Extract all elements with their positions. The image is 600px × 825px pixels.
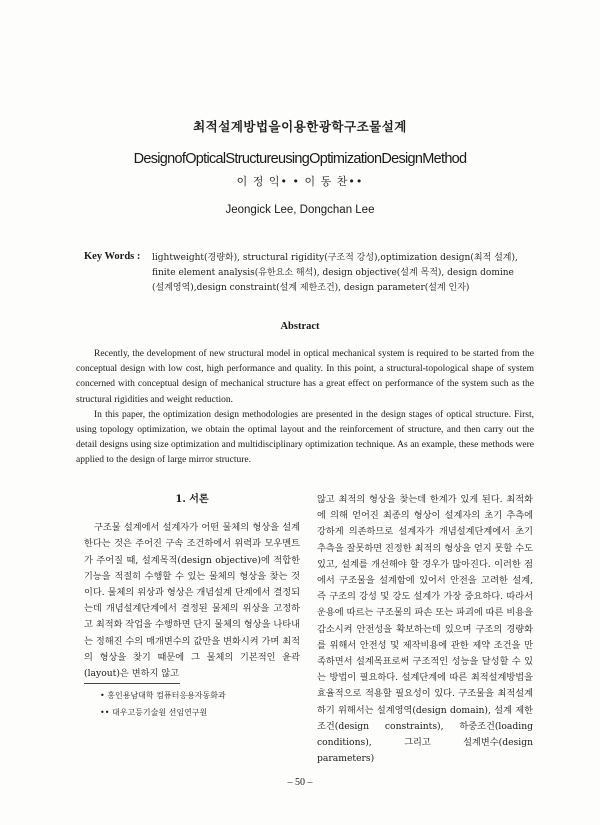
authors-english: Jeongick Lee, Dongchan Lee (225, 204, 375, 216)
abstract-paragraph: Recently, the development of new structural model in optical mechanical system is required to be started from the conceptual design with low cost, high performance and quality. In this point, a structural-topological shape of system concerned with conceptual design of mechanical structure has a great effect on performance of the system such as the structural rigidities and weight reduction. (76, 349, 534, 405)
body-column-right (317, 492, 533, 767)
footnote: •• 대우고등기술원 선임연구원 (100, 708, 208, 717)
body-paragraph: 구조물 설계에서 설계자가 어떤 물체의 형상을 설계한다는 것은 주어진 구속 조건하에서 위력과 모우멘트가 주어질 때, 설계목적(design objective)에 적합한 기능을 적절히 수행할 수 있는 물체의 형상을 찾는 것이다. 물체의 위상과 형상은 개념설계 단계에서 결정되는데 개념설계단계에서 결정된 물체의 위상을 고정하고 최적화 작업을 수행하면 단지 물체의 형상을 나타내는 정해진 수의 매개변수의 값만을 변화시켜 가며 최적의 형상을 찾기 때문에 그 물체의 기본적인 윤곽(layout)은 변하지 않고 (84, 522, 300, 680)
keywords-label: Key Words : (84, 251, 141, 262)
page-number: – 50 – (287, 777, 313, 788)
footnote-divider (84, 683, 180, 684)
keywords-text (152, 251, 552, 296)
body-paragraph: 않고 최적의 형상을 찾는데 한계가 있게 된다. 최적화에 의해 얻어진 최종의 형상이 설계자의 초기 추측에 강하게 의존하므로 설계자가 개념설계단계에서 초기 추측을 잘못하면 진정한 최적의 형상을 얻지 못할 수도 있고, 설계를 개선해야 할 경우가 많아진다. 이러한 점에서 구조물을 설계함에 있어서 안전을 고려한 설계, 즉 구조의 강성 및 강도 설계가 가장 중요하다. 따라서 운용에 따르는 구조물의 파손 또는 파괴에 따른 비용을 감소시켜 안전성을 확보하는데 있으며 구조의 경량화를 위해서 안전성 및 제작비용에 관한 제약 조건을 만족하면서 설계목표로써 구조적인 성능을 달성할 수 있는 방법이 필요하다. 설계단계에 따른 최적설계방법을 효율적으로 적용할 필요성이 있다. 구조물을 최적설계하기 위해서는 설계영역(design domain), 설계 제한조건(design constraints), 하중조건(loading conditions), 그리고 설계변수(design parameters) (317, 494, 533, 765)
abstract-heading: Abstract (280, 321, 320, 332)
keywords-line: finite element analysis(유한요소 해석), design objective(설계 목적), design domine (152, 268, 514, 278)
footnote: • 홍인용남대학 컴퓨터응용자동화과 (100, 691, 226, 700)
section-heading: 1. 서론 (175, 494, 209, 505)
body-column-left (84, 492, 300, 682)
title-korean: 최적설계방법을이용한광학구조물설계 (193, 119, 407, 134)
title-english: DesignofOpticalStructureusingOptimizationDesignMethod (133, 151, 467, 167)
keywords-line: (설계영역),design constraint(설계 제한조건), design parameter(설계 인자) (152, 283, 470, 293)
abstract-body (76, 347, 534, 469)
authors-korean: 이 정 익• • 이 동 찬•• (236, 175, 364, 188)
abstract-paragraph: In this paper, the optimization design methodologies are presented in the design stages of optical structure. First, using topology optimization, we obtain the optimal layout and the reinforcement of structure, and then carry out the detail designs using size optimization and multidisciplinary optimization technique. As an example, these methods were applied to the design of large mirror structure. (76, 409, 534, 466)
keywords-line: lightweight(경량화), structural rigidity(구조적 강성),optimization design(최적 설계), (152, 253, 518, 263)
